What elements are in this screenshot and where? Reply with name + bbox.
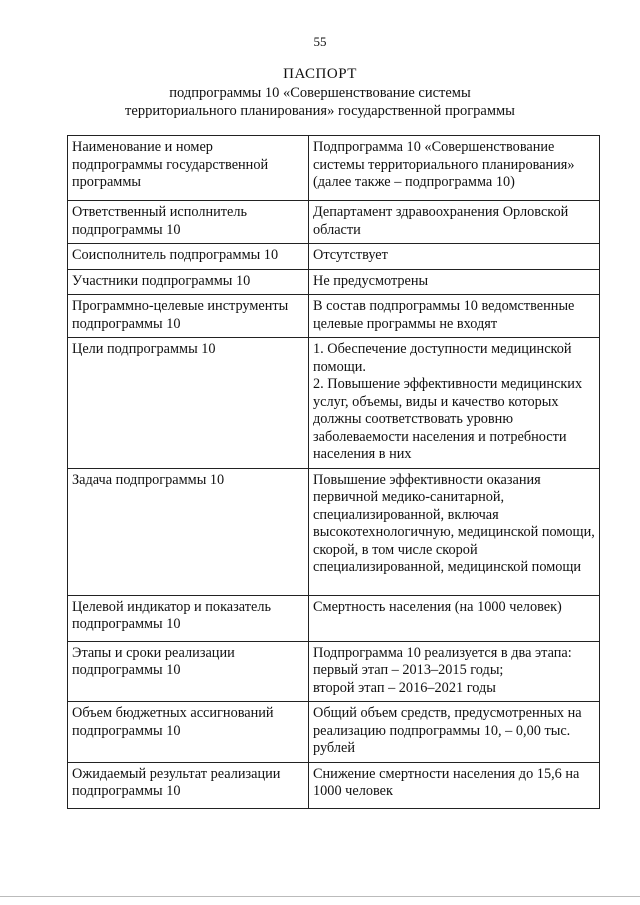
- row-label: Этапы и сроки реализации подпрограммы 10: [68, 641, 309, 702]
- table-row: [68, 244, 600, 270]
- row-value: Не предусмотрены: [309, 269, 600, 295]
- stage-item: второй этап – 2016–2021 годы: [313, 679, 496, 696]
- table-row: [68, 702, 600, 763]
- row-value: Смертность населения (на 1000 человек): [309, 595, 600, 641]
- row-value: Отсутствует: [309, 244, 600, 270]
- table-row: [68, 136, 600, 201]
- row-value: Снижение смертности населения до 15,6 на 1000 человек: [309, 762, 600, 808]
- table-row: [68, 762, 600, 808]
- passport-table: [67, 135, 600, 809]
- table-row: [68, 338, 600, 469]
- row-value: [309, 338, 600, 469]
- row-value: Подпрограмма 10 «Совершенствование системы территориального планирования» (далее также – подпрограмма 10): [309, 136, 600, 201]
- row-label: Целевой индикатор и показатель подпрограммы 10: [68, 595, 309, 641]
- document-subtitle: [0, 84, 640, 120]
- table-row: [68, 201, 600, 244]
- row-value: [309, 641, 600, 702]
- row-label: Задача подпрограммы 10: [68, 468, 309, 595]
- table-row: [68, 641, 600, 702]
- row-label: Наименование и номер подпрограммы государственной программы: [68, 136, 309, 201]
- document-title: ПАСПОРТ: [283, 66, 357, 82]
- goal-item: 2. Повышение эффективности медицинских услуг, объемы, виды и качество которых должны соответствовать уровню заболеваемости населения и потребности населения в них: [313, 376, 583, 462]
- goal-item: 1. Обеспечение доступности медицинской помощи.: [313, 341, 572, 375]
- stage-item: первый этап – 2013–2015 годы;: [313, 662, 504, 678]
- page-number: 55: [313, 34, 327, 49]
- table-row: [68, 595, 600, 641]
- row-label: Участники подпрограммы 10: [68, 269, 309, 295]
- row-value: Департамент здравоохранения Орловской области: [309, 201, 600, 244]
- table-row: [68, 468, 600, 595]
- row-label: Ожидаемый результат реализации подпрограммы 10: [68, 762, 309, 808]
- page-edge-divider: [0, 896, 640, 897]
- row-label: Цели подпрограммы 10: [68, 338, 309, 469]
- row-label: Программно-целевые инструменты подпрограммы 10: [68, 295, 309, 338]
- row-label: Объем бюджетных ассигнований подпрограммы 10: [68, 702, 309, 763]
- row-label: Ответственный исполнитель подпрограммы 10: [68, 201, 309, 244]
- row-value: Повышение эффективности оказания первичной медико-санитарной, специализированной, включая высокотехнологичную, медицинской помощи, скорой, в том числе скорой специализированной, медицинской помощи: [309, 468, 600, 595]
- row-value: В состав подпрограммы 10 ведомственные целевые программы не входят: [309, 295, 600, 338]
- subtitle-line: подпрограммы 10 «Совершенствование системы: [169, 85, 471, 101]
- row-value: Общий объем средств, предусмотренных на реализацию подпрограммы 10, – 0,00 тыс. рублей: [309, 702, 600, 763]
- subtitle-line: территориального планирования» государственной программы: [125, 103, 515, 119]
- table-row: [68, 269, 600, 295]
- row-label: Соисполнитель подпрограммы 10: [68, 244, 309, 270]
- stage-item: Подпрограмма 10 реализуется в два этапа:: [313, 644, 572, 661]
- table-row: [68, 295, 600, 338]
